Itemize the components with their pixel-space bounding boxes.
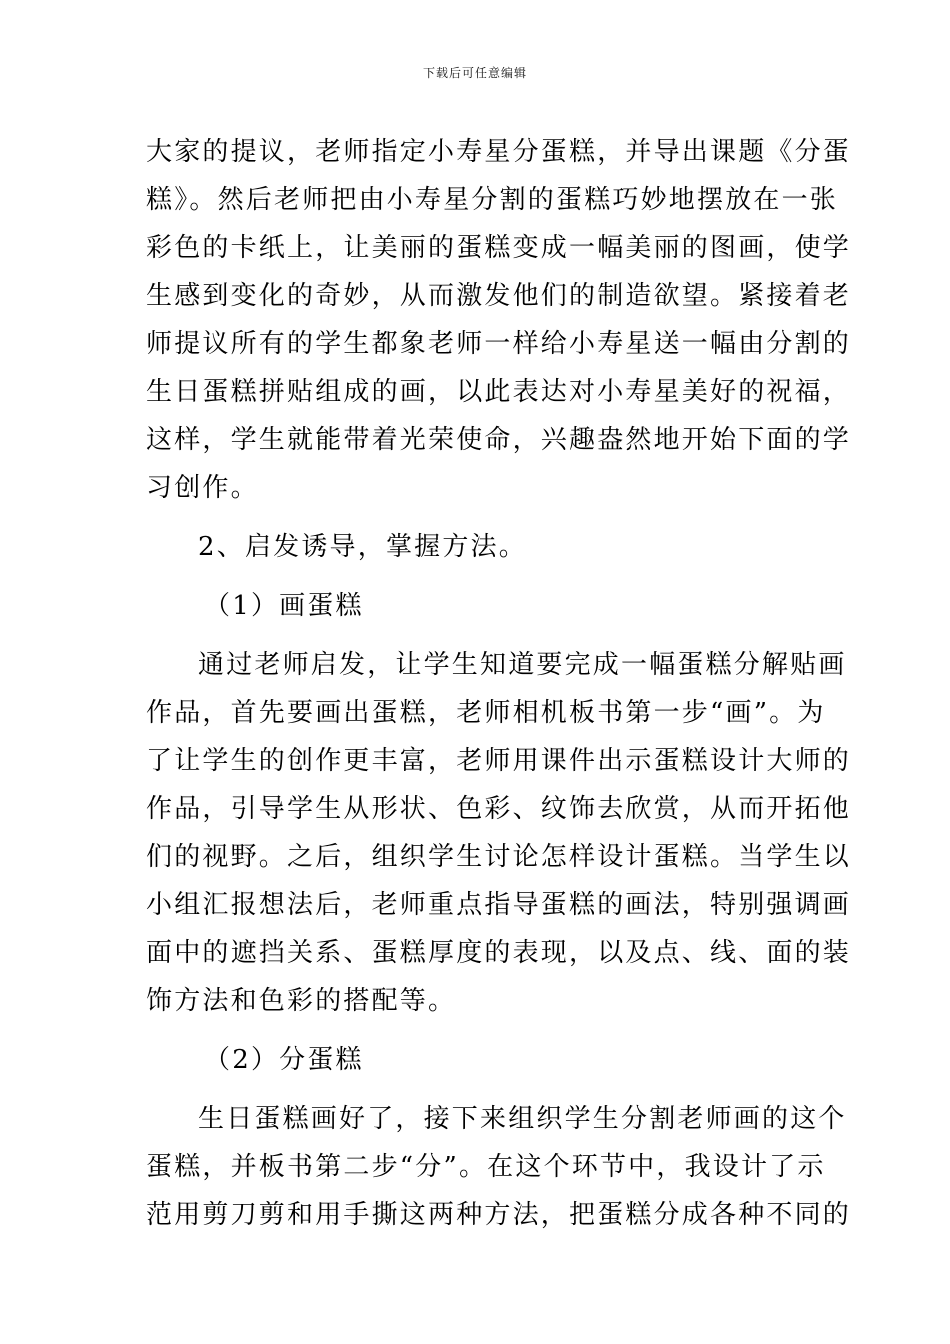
body-text <box>146 128 852 1239</box>
text-line: 大家的提议，老师指定小寿星分蛋糕，并导出课题《分蛋 <box>146 137 852 167</box>
text-line: 师提议所有的学生都象老师一样给小寿星送一幅由分割的 <box>146 329 852 359</box>
text-line: 生感到变化的奇妙，从而激发他们的制造欲望。紧接着老 <box>146 281 852 311</box>
page-header: 下载后可任意编辑 <box>422 66 527 80</box>
text-line: 这样，学生就能带着光荣使命，兴趣盎然地开始下面的学 <box>146 425 852 455</box>
text-line: 小组汇报想法后，老师重点指导蛋糕的画法，特别强调画 <box>146 890 852 920</box>
text-line: 面中的遮挡关系、蛋糕厚度的表现，以及点、线、面的装 <box>146 938 852 968</box>
text-line: 作品，首先要画出蛋糕，老师相机板书第一步“画”。为 <box>146 698 826 728</box>
text-line: 通过老师启发，让学生知道要完成一幅蛋糕分解贴画 <box>198 650 847 680</box>
text-line: 生日蛋糕拼贴组成的画，以此表达对小寿星美好的祝福， <box>146 377 852 407</box>
text-line: 们的视野。之后，组织学生讨论怎样设计蛋糕。当学生以 <box>146 842 852 872</box>
text-line: 蛋糕，并板书第二步“分”。在这个环节中，我设计了示 <box>146 1152 826 1182</box>
text-line: 饰方法和色彩的搭配等。 <box>146 986 457 1016</box>
subsection-heading: （1）画蛋糕 <box>204 591 364 621</box>
text-line: 习创作。 <box>146 473 259 503</box>
text-line: 范用剪刀剪和用手撕这两种方法，把蛋糕分成各种不同的 <box>146 1200 852 1230</box>
subsection-heading: （2）分蛋糕 <box>204 1045 364 1075</box>
section-heading: 2、启发诱导，掌握方法。 <box>198 532 527 562</box>
text-line: 了让学生的创作更丰富，老师用课件出示蛋糕设计大师的 <box>146 746 852 776</box>
text-line: 彩色的卡纸上，让美丽的蛋糕变成一幅美丽的图画，使学 <box>146 233 852 263</box>
text-line: 糕》。然后老师把由小寿星分割的蛋糕巧妙地摆放在一张 <box>146 185 839 215</box>
text-line: 生日蛋糕画好了，接下来组织学生分割老师画的这个 <box>198 1104 847 1134</box>
text-line: 作品，引导学生从形状、色彩、纹饰去欣赏，从而开拓他 <box>146 794 852 824</box>
